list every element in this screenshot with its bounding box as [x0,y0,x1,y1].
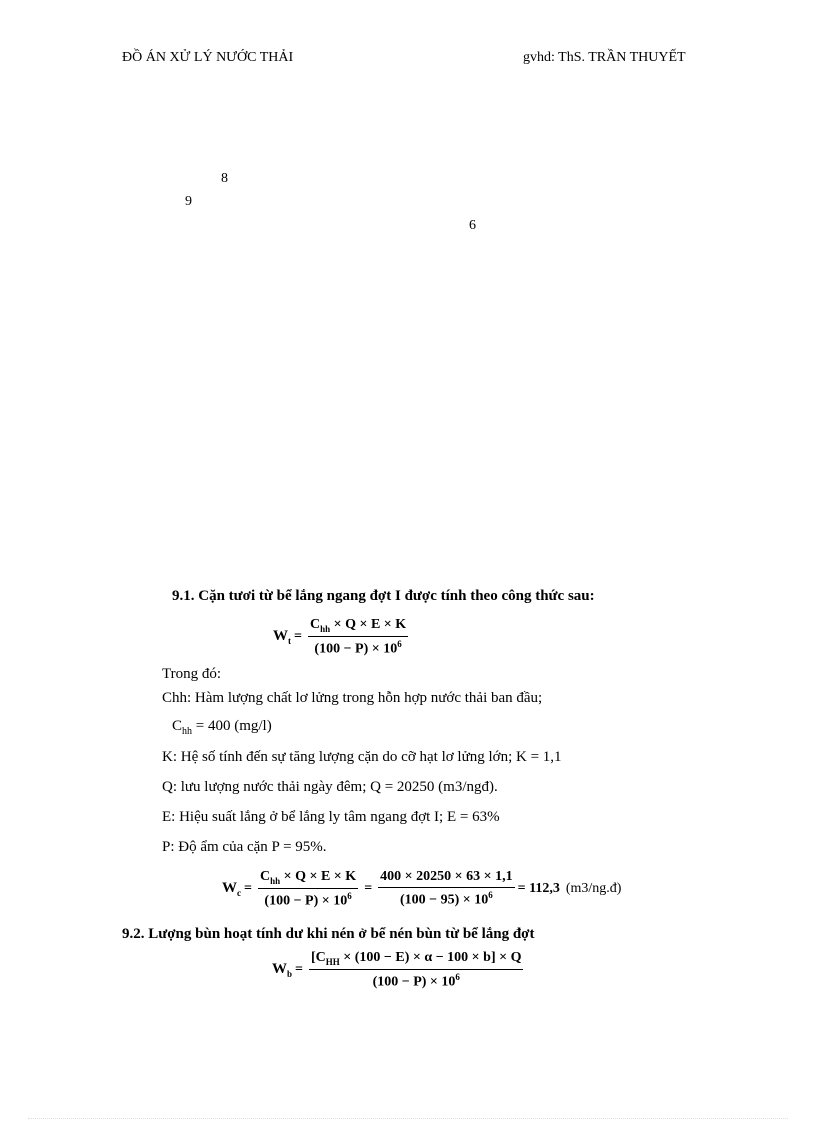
formula-wc-lhs: $W_c$ [222,880,241,899]
formula-wb-fraction: $\frac{[C_{HH} \times (100 - E) \times \alpha - 100 \times b] \times Q}{(100 - P) \times 10^6}$ [311,950,522,990]
e-description: E: Hiệu suất lắng ở bể lắng ly tâm ngang đợt I; E = 63% [162,809,500,825]
formula-wb: $W_b$ = $\frac{[C_{HH} \times (100 - E) \times \alpha - 100 \times b] \times Q}{(100 - P) \times 10^6}$ [272,950,522,990]
chh-description: Chh: Hàm lượng chất lơ lửng trong hỗn hợp nước thải ban đầu; [162,690,543,706]
formula-wb-lhs: $W_b$ [272,961,293,980]
section-9-2-heading: 9.2. Lượng bùn hoạt tính dư khi nén ở bể nén bùn từ bể lắng đợt [122,926,535,942]
header-left: ĐỒ ÁN XỬ LÝ NƯỚC THẢI [122,50,294,65]
formula-wc-result: = 112,3 [517,881,560,897]
formula-wt: $W_t$ = $\frac{C_{hh} \times Q \times E \times K}{(100 - P) \times 10^6}$ [273,617,407,657]
formula-wc-unit: (m3/ng.đ) [565,881,622,897]
p-description: P: Độ ẩm của cặn P = 95%. [162,839,327,855]
k-description: K: Hệ số tính đến sự tăng lượng cặn do cỡ hạt lơ lửng lớn; K = 1,1 [162,749,562,765]
formula-wc-calculation: $W_c$ = $\frac{C_{hh} \times Q \times E \times K}{(100 - P) \times 10^6}$ = $\frac{400 \times 20250 \times 63 \times 1,1}{(100 - 95) \times 10^6}$ = 112,3 (m3/ng.đ) [222,869,622,909]
chh-value: $C_{hh} = 400$ (mg/l) [172,718,272,737]
header-right: gvhd: ThS. TRẦN THUYẾT [523,50,686,65]
toc-number-6: 6 [469,218,476,233]
formula-wc-fraction-symbolic: $\frac{C_{hh} \times Q \times E \times K}{(100 - P) \times 10^6}$ [259,869,357,909]
where-label: Trong đó: [162,666,222,682]
toc-number-8: 8 [221,171,228,186]
q-description: Q: lưu lượng nước thải ngày đêm; Q = 20250 (m3/ngđ). [162,779,498,795]
formula-wc-fraction-numeric: $\frac{400 \times 20250 \times 63 \times 1,1}{(100 - 95) \times 10^6}$ [380,869,513,909]
formula-wt-lhs: $W_t$ [273,628,291,647]
section-9-1-heading: 9.1. Cặn tươi từ bể lắng ngang đợt I được tính theo công thức sau: [172,588,595,604]
formula-wt-fraction: $\frac{C_{hh} \times Q \times E \times K}{(100 - P) \times 10^6}$ [309,617,407,657]
toc-number-9: 9 [185,194,192,209]
page-bottom-rule [28,1118,788,1119]
